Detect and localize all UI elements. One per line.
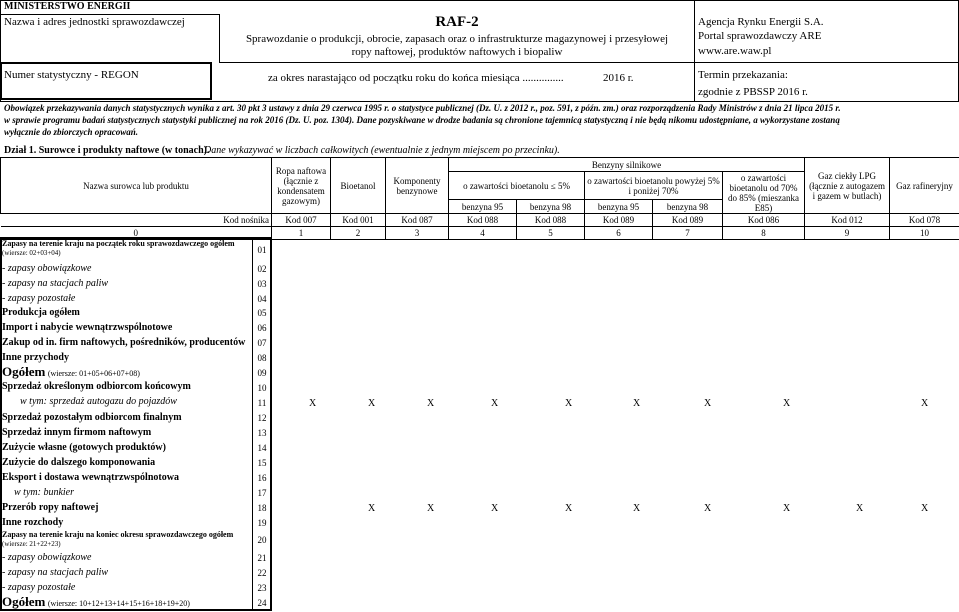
row-number: 14 (257, 443, 267, 453)
x-mark: X (491, 398, 499, 409)
kod-cell: Kod 089 (653, 214, 723, 227)
row-number: 18 (257, 503, 267, 513)
col-header-name: Nazwa surowca lub produktu (1, 158, 272, 214)
row-label-total-out (2, 594, 190, 610)
row-number: 22 (257, 568, 267, 578)
row-label: Sprzedaż pozostałym odbiorcom finalnym (2, 412, 182, 423)
row-number: 09 (257, 368, 267, 378)
row-number: 01 (257, 245, 267, 255)
col-header-b98: benzyna 98 (517, 200, 585, 214)
row-number: 10 (257, 383, 267, 393)
agency-name: Agencja Rynku Energii S.A. (698, 16, 824, 28)
col-number: 10 (890, 227, 959, 240)
kod-cell: Kod 007 (272, 214, 331, 227)
row-number: 02 (257, 264, 267, 274)
x-mark: X (565, 503, 573, 514)
row-label: Inne przychody (2, 352, 69, 363)
form-code: RAF-2 (435, 14, 479, 30)
row-number: 07 (257, 338, 267, 348)
row-label: Zużycie do dalszego komponowania (2, 457, 156, 468)
row-number: 16 (257, 473, 267, 483)
row-label: - zapasy obowiązkowe (2, 552, 92, 563)
x-mark: X (633, 503, 641, 514)
kod-cell: Kod 089 (585, 214, 653, 227)
kod-cell: Kod 001 (331, 214, 386, 227)
section-title: Dział 1. Surowce i produkty naftowe (w tonach). (4, 145, 210, 156)
regon-field[interactable] (0, 62, 212, 100)
col-header-bio-le5: o zawartości bioetanolu ≤ 5% (449, 172, 585, 200)
report-year[interactable]: 2016 r. (603, 72, 634, 84)
x-mark: X (309, 398, 317, 409)
col-header-components: Komponenty benzynowe (386, 158, 449, 214)
divider (694, 0, 695, 102)
row-number: 21 (257, 553, 267, 563)
x-mark: X (368, 503, 376, 514)
divider (219, 62, 694, 63)
row-label: Przerób ropy naftowej (2, 502, 99, 513)
x-mark: X (565, 398, 573, 409)
row-label: Zakup od in. firm naftowych, pośredników, producentów (2, 337, 246, 348)
row-label: Ogółem (2, 364, 46, 379)
row-number: 05 (257, 308, 267, 318)
section-note: Dane wykazywać w liczbach całkowitych (ewentualnie z jednym miejscem po przecinku). (204, 145, 560, 156)
row-sublabel: (wiersze: 02+03+04) (2, 249, 61, 257)
col-header-bio-70-85: o zawartości bioetanolu od 70% do 85% (mieszanka E85) (723, 172, 805, 214)
x-mark: X (491, 503, 499, 514)
row-number: 24 (257, 598, 267, 608)
row-label-total-in (2, 364, 140, 380)
deadline-label: Termin przekazania: (698, 69, 788, 81)
deadline-value: zgodnie z PBSSP 2016 r. (698, 86, 808, 98)
x-mark: X (368, 398, 376, 409)
col-number: 5 (517, 227, 585, 240)
x-mark: X (427, 398, 435, 409)
x-mark: X (856, 503, 864, 514)
kod-cell: Kod 087 (386, 214, 449, 227)
x-mark: X (921, 503, 929, 514)
row-number: 20 (257, 535, 267, 545)
x-mark: X (783, 503, 791, 514)
col-header-bio-5-70: o zawartości bioetanolu powyżej 5% i poniżej 70% (585, 172, 723, 200)
portal-name: Portal sprawozdawczy ARE (698, 30, 822, 42)
col-number: 0 (1, 227, 272, 240)
col-number: 6 (585, 227, 653, 240)
kod-cell: Kod 012 (805, 214, 890, 227)
col-number: 4 (449, 227, 517, 240)
kod-cell: Kod 088 (449, 214, 517, 227)
row-label: - zapasy na stacjach paliw (2, 567, 109, 578)
row-label: w tym: sprzedaż autogazu do pojazdów (20, 396, 177, 407)
x-mark: X (633, 398, 641, 409)
x-mark: X (921, 398, 929, 409)
col-number: 7 (653, 227, 723, 240)
website-link[interactable]: www.are.waw.pl (698, 45, 772, 57)
x-mark: X (427, 503, 435, 514)
col-header-b98: benzyna 98 (653, 200, 723, 214)
kod-cell: Kod 088 (517, 214, 585, 227)
col-number: 2 (331, 227, 386, 240)
x-mark: X (704, 503, 712, 514)
form-title-1: Sprawozdanie o produkcji, obrocie, zapasach oraz o infrastrukturze magazynowej i przesyłowej (245, 33, 669, 45)
row-number: 06 (257, 323, 267, 333)
row-number: 03 (257, 279, 267, 289)
col-header-crude: Ropa naftowa (łącznie z kondensatem gazowym) (272, 158, 331, 214)
unit-label: Nazwa i adres jednostki sprawozdawczej (4, 16, 185, 28)
period-text: za okres narastająco od początku roku do końca miesiąca ............... (268, 72, 564, 84)
row-number: 12 (257, 413, 267, 423)
col-number: 9 (805, 227, 890, 240)
column-header-table (0, 157, 959, 240)
row-number: 15 (257, 458, 267, 468)
row-sublabel: (wiersze: 10+12+13+14+15+16+18+19+20) (47, 599, 190, 608)
row-number: 08 (257, 353, 267, 363)
divider (694, 62, 959, 63)
col-header-refinery-gas: Gaz rafineryjny (890, 158, 959, 214)
row-number: 11 (257, 398, 267, 408)
row-label: Zużycie własne (gotowych produktów) (2, 442, 166, 453)
row-label: Zapasy na terenie kraju na początek roku sprawozdawczego ogółem (2, 239, 235, 248)
row-number: 13 (257, 428, 267, 438)
kod-cell: Kod 086 (723, 214, 805, 227)
row-label: Sprzedaż określonym odbiorcom końcowym (2, 381, 191, 392)
x-mark: X (704, 398, 712, 409)
row-label: Produkcja ogółem (2, 307, 80, 318)
kod-label: Kod nośnika (1, 214, 272, 227)
legal-line-3: wyłącznie do zbiorczych opracowań. (4, 127, 138, 137)
col-number: 1 (272, 227, 331, 240)
row-label: - zapasy pozostałe (2, 293, 76, 304)
row-label: Eksport i dostawa wewnątrzwspólnotowa (2, 472, 179, 483)
row-label: Inne rozchody (2, 517, 64, 528)
row-label: - zapasy na stacjach paliw (2, 278, 109, 289)
row-label: - zapasy obowiązkowe (2, 263, 92, 274)
col-number: 8 (723, 227, 805, 240)
row-number: 17 (257, 488, 267, 498)
row-label: Sprzedaż innym firmom naftowym (2, 427, 152, 438)
row-label: - zapasy pozostałe (2, 582, 76, 593)
row-number: 04 (257, 294, 267, 304)
row-sublabel: (wiersze: 01+05+06+07+08) (47, 369, 140, 378)
row-label: w tym: bunkier (14, 487, 74, 498)
kod-cell: Kod 078 (890, 214, 959, 227)
form-title-2: ropy naftowej, produktów naftowych i biopaliw (351, 46, 563, 58)
row-number: 19 (257, 518, 267, 528)
col-header-bioethanol: Bioetanol (331, 158, 386, 214)
divider (252, 237, 253, 611)
row-label: Zapasy na terenie kraju na koniec okresu sprawozdawczego ogółem (2, 530, 234, 539)
row-label: Ogółem (2, 594, 46, 609)
col-number: 3 (386, 227, 449, 240)
col-header-gasoline: Benzyny silnikowe (449, 158, 805, 172)
col-header-lpg: Gaz ciekły LPG (łącznie z autogazem i gazem w butlach) (805, 158, 890, 214)
legal-line-1: Obowiązek przekazywania danych statystycznych wynika z art. 30 pkt 3 ustawy z dnia 29 czerwca 1995 r. o statystyce publicznej (Dz. U. z 2012 r., poz. 591, z późn. zm.) oraz rozporządzenia Rady Ministrów z dnia 21 lipca 2015 r. (4, 103, 841, 113)
row-label: Import i nabycie wewnątrzwspólnotowe (2, 322, 173, 333)
regon-label: Numer statystyczny - REGON (4, 69, 139, 81)
x-mark: X (783, 398, 791, 409)
divider (0, 14, 220, 15)
legal-line-2: w sprawie programu badań statystycznych statystyki publicznej na rok 2016 (Dz. U. poz. 1304). Dane pozyskiwane w drodze badania są chronione tajemnicą statystyczną i nie będą nikomu udostępniane, a wykorzystane zostaną (4, 115, 840, 125)
col-header-b95: benzyna 95 (449, 200, 517, 214)
row-sublabel: (wiersze: 21+22+23) (2, 540, 61, 548)
row-number: 23 (257, 583, 267, 593)
ministry-name: MINISTERSTWO ENERGII (4, 1, 131, 12)
col-header-b95: benzyna 95 (585, 200, 653, 214)
